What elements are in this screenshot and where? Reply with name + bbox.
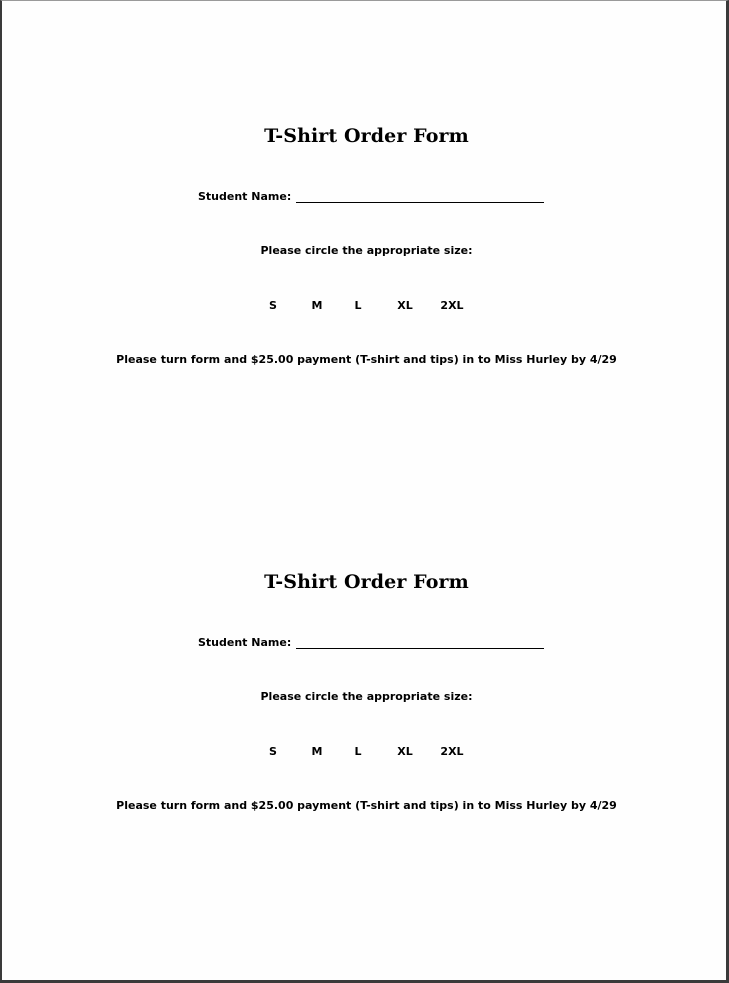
student-name-field[interactable] <box>296 637 544 649</box>
size-options <box>2 745 729 761</box>
size-option-xl[interactable]: XL <box>397 745 413 758</box>
size-instruction: Please circle the appropriate size: <box>260 690 473 703</box>
size-option-m[interactable]: M <box>311 299 323 312</box>
size-option-l[interactable]: L <box>354 299 362 312</box>
payment-note: Please turn form and $25.00 payment (T-shirt and tips) in to Miss Hurley by 4/29 <box>116 353 617 366</box>
size-option-xl[interactable]: XL <box>397 299 413 312</box>
size-instruction: Please circle the appropriate size: <box>260 244 473 257</box>
payment-note: Please turn form and $25.00 payment (T-shirt and tips) in to Miss Hurley by 4/29 <box>116 799 617 812</box>
size-option-2xl[interactable]: 2XL <box>440 299 464 312</box>
size-option-s[interactable]: S <box>269 745 277 758</box>
size-option-m[interactable]: M <box>311 745 323 758</box>
form-title: T-Shirt Order Form <box>264 125 469 147</box>
size-option-s[interactable]: S <box>269 299 277 312</box>
form-title: T-Shirt Order Form <box>264 571 469 593</box>
student-name-label: Student Name: <box>198 190 292 203</box>
size-option-l[interactable]: L <box>354 745 362 758</box>
student-name-field[interactable] <box>296 191 544 203</box>
size-option-2xl[interactable]: 2XL <box>440 745 464 758</box>
student-name-row <box>198 190 544 204</box>
order-form-1 <box>2 1 729 447</box>
student-name-row <box>198 636 544 650</box>
size-options <box>2 299 729 315</box>
student-name-label: Student Name: <box>198 636 292 649</box>
order-form-2 <box>2 447 729 893</box>
